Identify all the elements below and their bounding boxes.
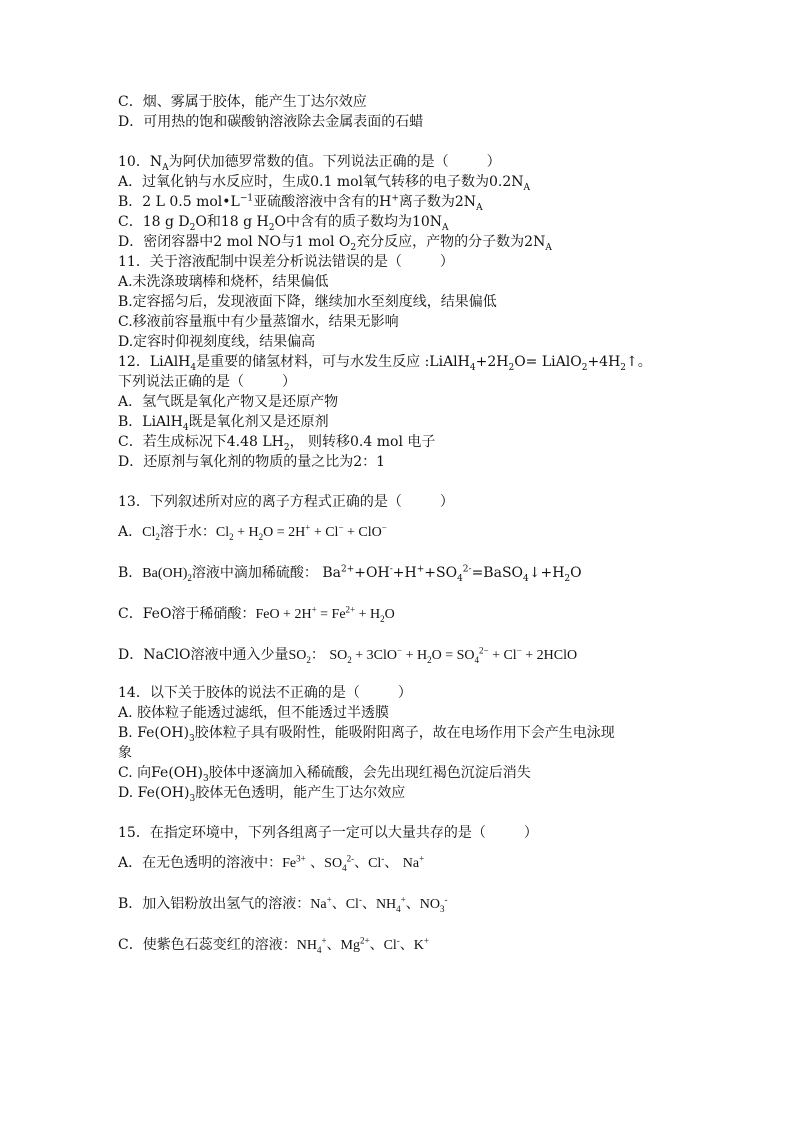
text-line: 下列说法正确的是（ ） (118, 374, 296, 390)
text-line: A.未洗涤玻璃棒和烧杯，结果偏低 (118, 274, 329, 290)
text-line: C. 向$Fe(OH)_3$胶体中逐滴加入稀硫酸，会先出现红褐色沉淀后消失 (118, 765, 531, 784)
text-line: C．烟、雾属于胶体，能产生丁达尔效应 (118, 94, 367, 110)
text-line: 15．在指定环境中，下列各组离子一定可以大量共存的是（ ） (118, 825, 538, 841)
text-line: 12．LiAlH$_4$是重要的储氢材料，可与水发生反应 $:LiAlH_4+2H_2O=$ $LiAlO_2+4H_2↑$。 (118, 354, 652, 373)
text-line: B.定容摇匀后，发现液面下降，继续加水至刻度线，结果偏低 (118, 294, 497, 310)
text-line: D.定容时仰视刻度线，结果偏高 (118, 334, 316, 350)
text-line: B. $Fe(OH)_3$胶体粒子具有吸附性，能吸附阳离子，故在电场作用下会产生电泳现 (118, 725, 615, 744)
text-line: 10．$N_A$为阿伏加德罗常数的值。下列说法正确的是（ ） (118, 154, 501, 173)
text-line: B．2 L 0.5 $mol•L^{-1}$亚硫酸溶液中含有的H+离子数为$2N_A$ (118, 193, 483, 213)
text-line: D．可用热的饱和碳酸钠溶液除去金属表面的石蜡 (118, 114, 424, 130)
text-line: A．过氧化钠与水反应时，生成0.1 mol氧气转移的电子数为$0.2N_A$ (118, 174, 531, 193)
text-line: D. $Fe(OH)_3$胶体无色透明，能产生丁达尔效应 (118, 785, 406, 804)
text-line: A. 胶体粒子能透过滤纸，但不能透过半透膜 (118, 705, 390, 721)
text-line: 象 (118, 745, 132, 761)
text-line: C．若生成标况下4.48 $LH_2$， 则转移0.4 mol 电子 (118, 434, 436, 453)
text-line: B．LiAlH$_4$既是氧化剂又是还原剂 (118, 414, 329, 433)
text-line: D．NaClO溶液中通入少量$SO_2$： $SO_2 + 3ClO^- + H_2O = SO_4^{2-} + Cl^-$ + 2HClO (118, 645, 578, 665)
text-line: 13．下列叙述所对应的离子方程式正确的是（ ） (118, 494, 454, 510)
text-line: B．$Ba(OH)_2$溶液中滴加稀硫酸： $Ba^{2+}+OH^-+H^++SO_4^{2-}=BaSO_4↓+H_2O$ (118, 564, 582, 584)
text-line: C．FeO溶于稀硝酸：FeO + $2H^+ = Fe^{2+} + H_2O$ (118, 604, 395, 624)
text-line: A．$Cl_2$溶于水：$Cl_2 + H_2O = 2H^+ + Cl^- + ClO^-$ (118, 522, 387, 542)
spacer (118, 803, 678, 823)
spacer (118, 472, 678, 492)
text-line: C．使紫色石蕊变红的溶液：$NH_4^+$、$Mg^{2+}$、Cl-、K+ (118, 935, 429, 955)
text-line: A．在无色透明的溶液中：$Fe^{3+}$ 、$SO_4^{2-}$、Cl-、 Na+ (118, 853, 425, 873)
text-line: D．密闭容器中2 mol NO与1 mol $O_2$充分反应，产物的分子数为$2N_A$ (118, 234, 552, 253)
spacer (118, 132, 678, 152)
text-line: 11．关于溶液配制中误差分析说法错误的是（ ） (118, 254, 454, 270)
text-line: B．加入铝粉放出氢气的溶液：Na+、Cl-、$NH_4^+$、$NO_3^-$ (118, 894, 448, 914)
spacer (118, 676, 678, 683)
exam-page (118, 92, 678, 966)
text-line: C．18 g $D_2O$和18 g $H_2O$中含有的质子数均为$10N_A$ (118, 214, 449, 233)
text-line: D．还原剂与氧化剂的物质的量之比为2：1 (118, 454, 386, 470)
text-line: 14．以下关于胶体的说法不正确的是（ ） (118, 685, 412, 701)
text-line: A．氢气既是氧化产物又是还原产物 (118, 394, 339, 410)
text-line: C.移液前容量瓶中有少量蒸馏水，结果无影响 (118, 314, 399, 330)
